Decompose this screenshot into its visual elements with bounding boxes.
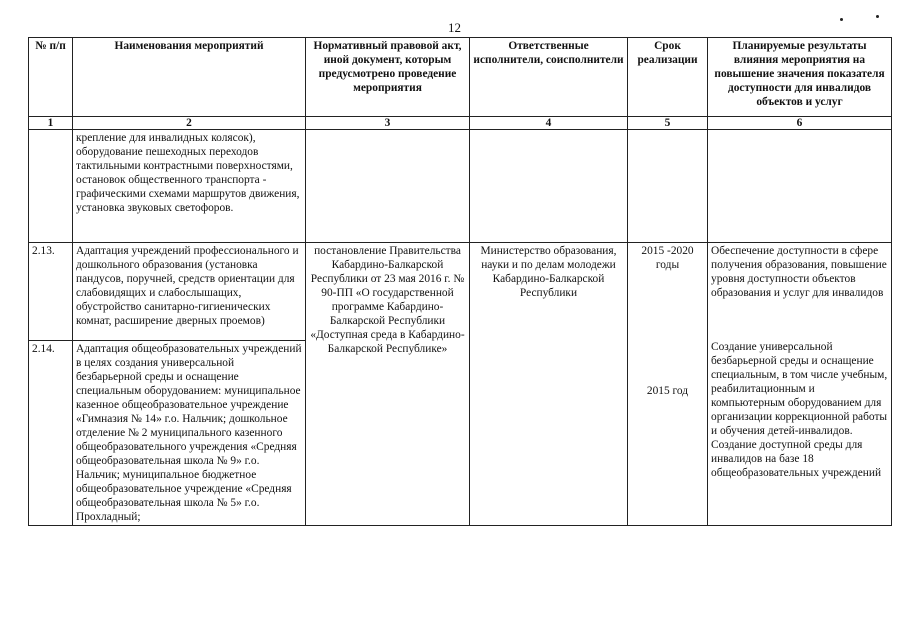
row-name: крепление для инвалидных колясок), оборудование пешеходных переходов тактильными контрастными поверхностями, остановок общественного транспорта - графическими схемами маршрутов движения, установка звуковых светофоров.	[73, 130, 306, 243]
row-num: 2.13.	[29, 243, 73, 341]
col-num-6: 6	[708, 117, 892, 130]
scan-speck	[840, 18, 843, 21]
row-term	[628, 243, 708, 526]
col-num-5: 5	[628, 117, 708, 130]
row-num	[29, 130, 73, 243]
page-number: 12	[448, 20, 461, 35]
header-result: Планируемые результаты влияния мероприятия на повышение значения показателя доступности для инвалидов объектов и услуг	[708, 38, 892, 117]
header-term: Срок реализации	[628, 38, 708, 117]
row-result	[708, 130, 892, 243]
table-row	[29, 243, 892, 341]
row-executor	[470, 130, 628, 243]
term-2014: 2015 год	[646, 385, 689, 397]
row-result	[708, 243, 892, 526]
result-2014-b: Создание доступной среды для инвалидов на базе 18 общеобразовательных учреждений	[711, 439, 882, 479]
row-num: 2.14.	[29, 341, 73, 526]
measures-table	[28, 37, 892, 526]
col-num-1: 1	[29, 117, 73, 130]
column-numbers-row	[29, 117, 892, 130]
row-executor: Министерство образования, науки и по делам молодежи Кабардино-Балкарской Республики	[470, 243, 628, 526]
row-name: Адаптация общеобразовательных учреждений в целях создания универсальной безбарьерной среды и оснащение специальным оборудованием: муниципальное казенное общеобразовательное учреждение «Гимназия № 14» г.о. Нальчик; дошкольное отделение № 2 муниципального казенного общеобразовательного учреждения «Средняя общеобразовательная школа № 9» г.о. Нальчик; муниципальное бюджетное общеобразовательное учреждение «Средняя общеобразовательная школа № 5» г.о. Прохладный;	[73, 341, 306, 526]
result-2014-a: Создание универсальной безбарьерной среды и оснащение специальным, в том числе учебным, реабилитационным и компьютерным оборудованием для организации коррекционной работы и обучения детей-инвалидов.	[711, 341, 888, 437]
row-act	[306, 130, 470, 243]
header-num: № п/п	[29, 38, 73, 117]
row-term	[628, 130, 708, 243]
col-num-4: 4	[470, 117, 628, 130]
scan-speck	[876, 15, 879, 18]
row-act: постановление Правительства Кабардино-Балкарской Республики от 23 мая 2016 г. № 90-ПП «О государственной программе Кабардино-Балкарской Республики «Доступная среда в Кабардино-Балкарской Республике»	[306, 243, 470, 526]
header-row	[29, 38, 892, 117]
row-name: Адаптация учреждений профессионального и дошкольного образования (установка пандусов, поручней, средств ориентации для слабовидящих и слабослышащих, обустройство санитарно-гигиенических комнат, расширение дверных проемов)	[73, 243, 306, 341]
col-num-3: 3	[306, 117, 470, 130]
header-act: Нормативный правовой акт, иной документ, которым предусмотрено проведение мероприятия	[306, 38, 470, 117]
header-executor: Ответственные исполнители, соисполнители	[470, 38, 628, 117]
col-num-2: 2	[73, 117, 306, 130]
header-name: Наименования мероприятий	[73, 38, 306, 117]
result-2013: Обеспечение доступности в сфере получения образования, повышение уровня доступности объектов образования и услуг для инвалидов	[711, 245, 887, 299]
term-2013: 2015 -2020 годы	[641, 245, 694, 271]
table-row	[29, 130, 892, 243]
